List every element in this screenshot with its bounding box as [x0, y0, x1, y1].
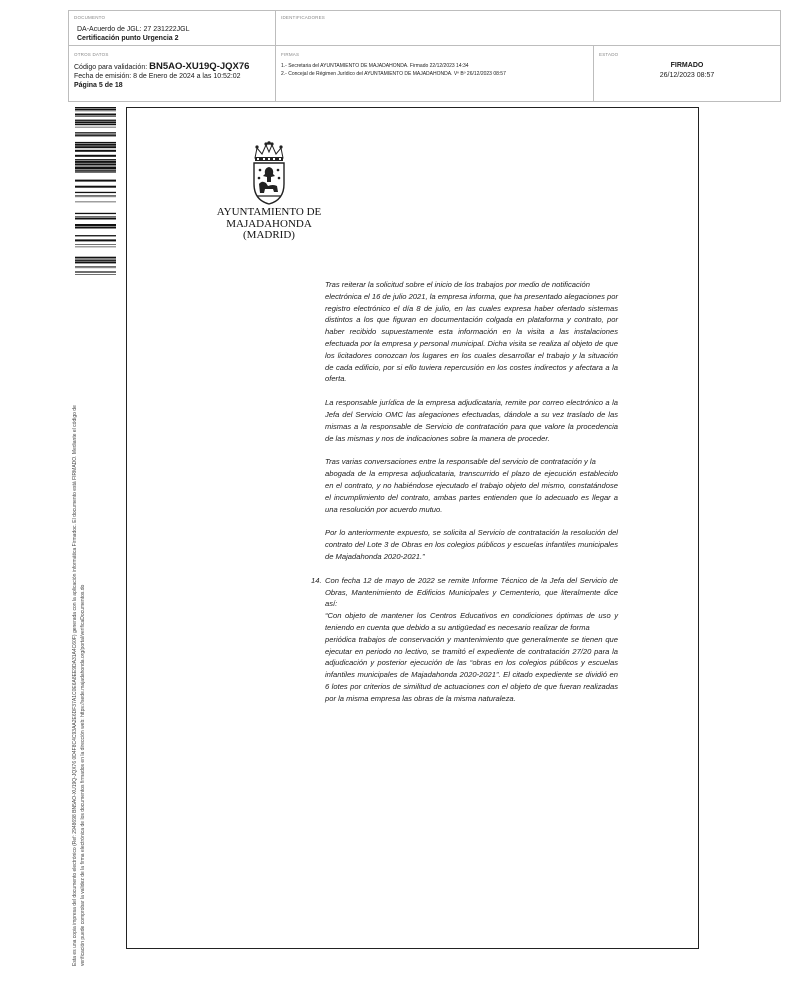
barcode-bar — [75, 155, 116, 157]
side-note-line-1: Esta es una copia impresa del documento electrónico (Ref: 2948698 BN5AO-XU19Q-JQX76 0D4F8C4C93AA2E6DF37A1C0E6A8EE9DA31A4C60F) generada con la aplicación informática Firmadoc. El documento está FIRMADO. Mediante el código de — [72, 405, 78, 966]
signatures-cell — [276, 46, 594, 101]
letterhead-line-1: AYUNTAMIENTO DE — [216, 206, 322, 218]
barcode-bar — [75, 150, 116, 152]
barcode-bar — [75, 235, 116, 236]
document-body — [311, 279, 618, 717]
paragraph-3-rest: abogada de la empresa adjudicataria, transcurrido el plazo de ejecución establecido en el contrato, y no habiéndose ejecutado el trabajo objeto del mismo, constatándose el incumplimiento del contrato, ambas partes entienden que lo adecuado es llegar a una resolución por acuerdo mutuo. — [325, 469, 618, 514]
paragraph-4: Por lo anteriormente expuesto, se solicita al Servicio de contratación la resolución del contrato del Lote 3 de Obras en los colegios públicos y escuelas infantiles municipales de Majadahonda 2020-2021.” — [325, 528, 618, 561]
barcode-bar — [75, 159, 116, 160]
signature-1: 1.- Secretaria del AYUNTAMIENTO DE MAJADAHONDA. Firmado 22/12/2023 14:34 — [281, 63, 469, 69]
letterhead-line-3: (MADRID) — [243, 229, 295, 241]
barcode-bar — [75, 227, 116, 229]
barcode-bar — [75, 116, 116, 117]
paragraph-2: La responsable jurídica de la empresa adjudicataria, remite por correo electrónico a la Jefa del Servicio OMC las alegaciones efectuadas, dándole a su vez traslado de las mismas a la responsable de Servicio de contratación para que valore la procedencia de las mismas y nos de indicaciones sobre la manera de proceder. — [325, 398, 618, 443]
status-value: FIRMADO — [670, 62, 704, 69]
barcode-bar — [75, 146, 116, 148]
other-data-cell — [69, 46, 276, 101]
barcode-bar — [75, 124, 116, 125]
signature-2: 2.- Concejal de Régimen Jurídico del AYUNTAMIENTO DE MAJADAHONDA. Vº Bº 26/12/2023 08:57 — [281, 71, 506, 77]
barcode-bar — [75, 180, 116, 182]
barcode-bar — [75, 107, 116, 108]
barcode-bar — [75, 239, 116, 241]
documento-label: DOCUMENTO — [74, 15, 106, 20]
firmas-label: FIRMAS — [281, 52, 300, 57]
numbered-item-14 — [311, 575, 618, 610]
quote-rest: periódica trabajos de conservación y mantenimiento que generalmente se tienen que ejecutar en periodo no lectivo, se tramitó el expediente de contratación 27/20 para la adjudicación y posterior ejecución de las “obras en los colegios públicos y escuelas infantiles municipales de Majadahonda 2020-2021”. El citado expediente se dividió en 6 lotes por criterios de similitud de actuaciones con el objeto de que fueran realizadas por la misma empresa las obras de la misma naturaleza. — [325, 634, 618, 703]
estado-label: ESTADO — [599, 52, 619, 57]
barcode-bar — [75, 127, 116, 128]
barcode-bar — [75, 274, 116, 275]
emission-date: Fecha de emisión: 8 de Enero de 2024 a las 10:52:02 — [74, 73, 241, 80]
quoted-report — [325, 610, 618, 704]
barcode-bar — [75, 218, 116, 220]
paragraph-3 — [325, 456, 618, 515]
status-date: 26/12/2023 08:57 — [659, 72, 715, 79]
municipal-crest-icon — [247, 140, 291, 206]
document-agreement-text: DA-Acuerdo de JGL: 27 231222JGL — [77, 26, 190, 33]
barcode-bar — [75, 111, 116, 112]
document-header — [68, 10, 781, 102]
barcode-bar — [75, 144, 116, 146]
barcode-bar — [75, 135, 116, 136]
verification-side-note — [72, 296, 96, 966]
barcode-bar — [75, 213, 116, 214]
validation-code[interactable]: BN5AO-XU19Q-JQX76 — [149, 61, 250, 72]
barcode-bar — [75, 272, 116, 273]
item-text: Con fecha 12 de mayo de 2022 se remite Informe Técnico de la Jefa del Servicio de Obras, Mantenimiento de Edificios Municipales y Cementerio, que literalmente dice así: — [325, 575, 618, 609]
paragraph-1-rest: electrónica el 16 de julio 2021, la empresa informa, que ha presentado alegaciones por registro electrónico el día 8 de julio, en las cuales expresa haber ofertado sistemas distintos a los que figuran en documentación colgada en plataforma y contrato, por haber recibido supuestamente esta información en la visita a las instalaciones efectuada por la empresa y personal municipal. Dicha visita se realiza al objeto de que los licitadores conozcan los lugares en los cuales desarrollar el trabajo y la situación de cada edificio, por si ello tuviera repercusión en los costes indirectos y afectara a la oferta. — [325, 291, 618, 384]
barcode-bar — [75, 109, 116, 110]
paragraph-1-first-line: Tras reiterar la solicitud sobre el inicio de los trabajos por medio de notificación — [325, 280, 590, 289]
barcode-bar — [75, 132, 116, 133]
barcode-bar — [75, 186, 116, 188]
quote-first-line: “Con objeto de mantener los Centros Educativos en condiciones óptimas de uso y teniendo en cuenta que debido a su antigüedad es necesario realizar de forma — [325, 611, 618, 632]
identifiers-cell — [276, 11, 780, 46]
barcode-bar — [75, 202, 116, 203]
side-note-line-2: verificación puede comprobar la validez de la firma electrónica de los documentos firmados en la dirección web: https://sede.majadahonda.org/portal/verificaDocumentos.do — [79, 584, 86, 966]
barcode-bar — [75, 259, 116, 260]
barcode-bar — [75, 121, 116, 123]
identificadores-label: IDENTIFICADORES — [281, 15, 326, 20]
barcode-bar — [75, 271, 116, 272]
barcode-bar — [75, 197, 116, 198]
document-certification: Certificación punto Urgencia 2 — [77, 35, 179, 42]
document-cell — [69, 11, 276, 46]
barcode-bar — [75, 261, 116, 263]
status-cell — [594, 46, 780, 101]
item-number: 14. — [311, 575, 322, 585]
barcode-bar — [75, 114, 116, 116]
barcode-bar — [75, 142, 116, 143]
barcode-bar — [75, 170, 116, 171]
document-agreement — [74, 25, 270, 34]
barcode-bar — [75, 163, 116, 165]
barcode-bar — [75, 120, 116, 121]
barcode-bar — [75, 166, 116, 167]
barcode-bar — [75, 167, 116, 169]
barcode-bar — [75, 268, 116, 269]
page-indicator: Página 5 de 18 — [74, 82, 123, 89]
barcode-bar — [75, 266, 116, 267]
otros-datos-label: OTROS DATOS — [74, 52, 109, 57]
municipality-letterhead — [204, 207, 334, 242]
paragraph-3-first-line: Tras varias conversaciones entre la responsable del servicio de contratación y la — [325, 457, 596, 467]
barcode-bar — [75, 195, 116, 196]
barcode-bar — [75, 260, 116, 261]
barcode-bar — [75, 134, 116, 135]
barcode-bar — [75, 171, 116, 172]
barcode-bar — [75, 216, 116, 217]
barcode-bar — [75, 257, 116, 258]
barcode — [75, 107, 116, 278]
barcode-bar — [75, 244, 116, 245]
barcode-bar — [75, 224, 116, 226]
validation-code-row — [74, 62, 270, 72]
paragraph-1 — [325, 279, 618, 385]
barcode-bar — [75, 192, 116, 193]
letterhead-line-2: MAJADAHONDA — [226, 217, 312, 230]
barcode-bar — [75, 247, 116, 248]
barcode-bar — [75, 161, 116, 163]
validation-prefix: Código para validación: — [74, 64, 148, 71]
